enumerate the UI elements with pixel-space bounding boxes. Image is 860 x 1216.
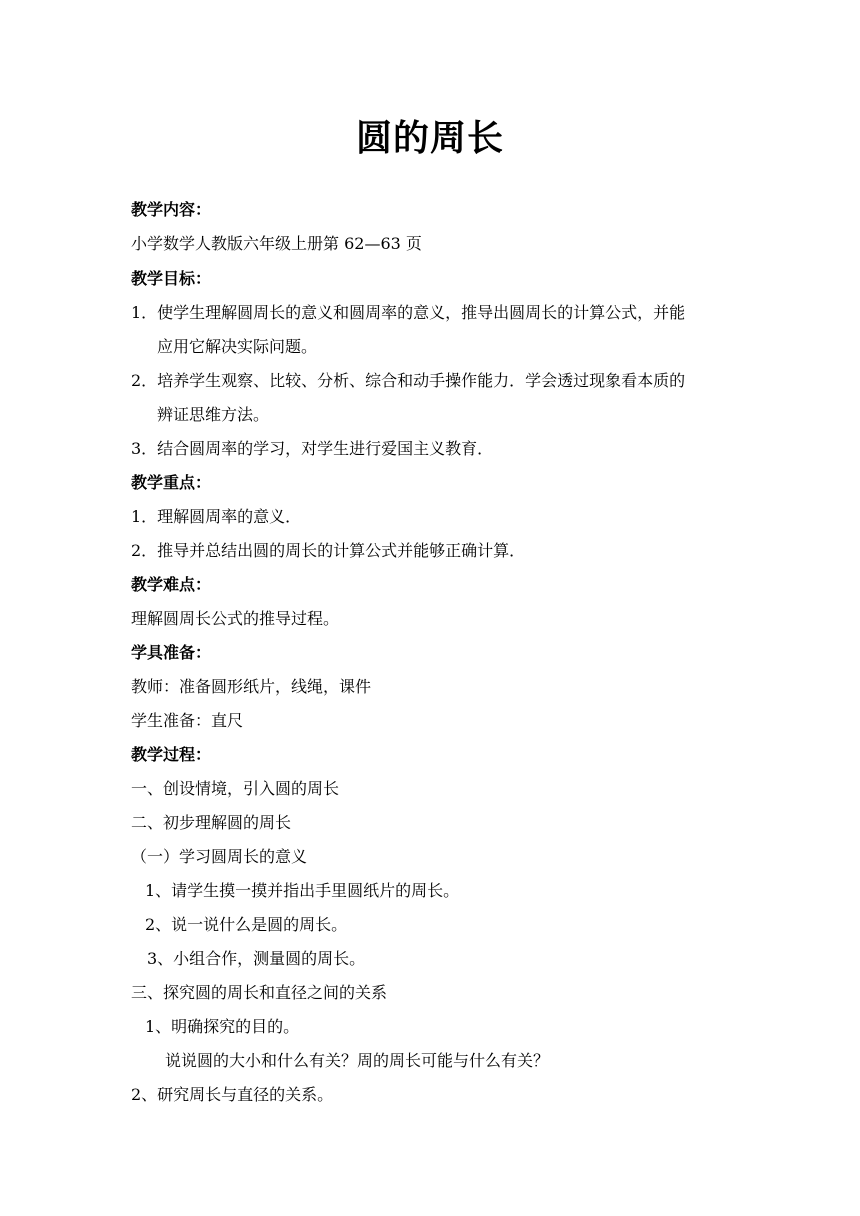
process-item-4: 1、明确探究的目的。 bbox=[145, 1017, 300, 1036]
materials-teacher: 教师：准备圆形纸片，线绳，课件 bbox=[131, 677, 372, 696]
section-heading-key-points: 教学重点： bbox=[131, 473, 212, 492]
process-substep-1: （一）学习圆周长的意义 bbox=[131, 847, 308, 866]
difficulty-text: 理解圆周长公式的推导过程。 bbox=[131, 609, 340, 628]
objective-2-line-2: 辨证思维方法。 bbox=[157, 405, 270, 424]
objective-3: 3．结合圆周率的学习，对学生进行爱国主义教育． bbox=[131, 439, 494, 458]
process-item-2: 2、说一说什么是圆的周长。 bbox=[145, 915, 348, 934]
objective-2-line-1: 2．培养学生观察、比较、分析、综合和动手操作能力．学会透过现象看本质的 bbox=[131, 371, 686, 390]
objective-1-line-2: 应用它解决实际问题。 bbox=[157, 337, 318, 356]
section-heading-difficulties: 教学难点： bbox=[131, 575, 212, 594]
process-step-1: 一、创设情境，引入圆的周长 bbox=[131, 779, 340, 798]
section-heading-process: 教学过程： bbox=[131, 745, 212, 764]
process-step-2: 二、初步理解圆的周长 bbox=[131, 813, 292, 832]
content-text: 小学数学人教版六年级上册第 62—63 页 bbox=[131, 234, 422, 253]
section-heading-objectives: 教学目标： bbox=[131, 269, 212, 288]
materials-student: 学生准备：直尺 bbox=[131, 711, 244, 730]
section-heading-materials: 学具准备： bbox=[131, 643, 212, 662]
process-step-3: 三、探究圆的周长和直径之间的关系 bbox=[131, 983, 388, 1002]
section-heading-content: 教学内容： bbox=[131, 200, 212, 219]
key-point-1: 1．理解圆周率的意义． bbox=[131, 507, 302, 526]
key-point-2: 2．推导并总结出圆的周长的计算公式并能够正确计算． bbox=[131, 541, 526, 560]
process-item-3: 3、小组合作，测量圆的周长。 bbox=[147, 949, 366, 968]
process-item-4-detail: 说说圆的大小和什么有关？周的周长可能与什么有关？ bbox=[165, 1051, 550, 1070]
process-item-1: 1、请学生摸一摸并指出手里圆纸片的周长。 bbox=[145, 881, 460, 900]
objective-1-line-1: 1．使学生理解圆周长的意义和圆周率的意义，推导出圆周长的计算公式，并能 bbox=[131, 303, 686, 322]
process-item-5: 2、研究周长与直径的关系。 bbox=[131, 1085, 334, 1104]
document-title: 圆的周长 bbox=[355, 117, 504, 159]
